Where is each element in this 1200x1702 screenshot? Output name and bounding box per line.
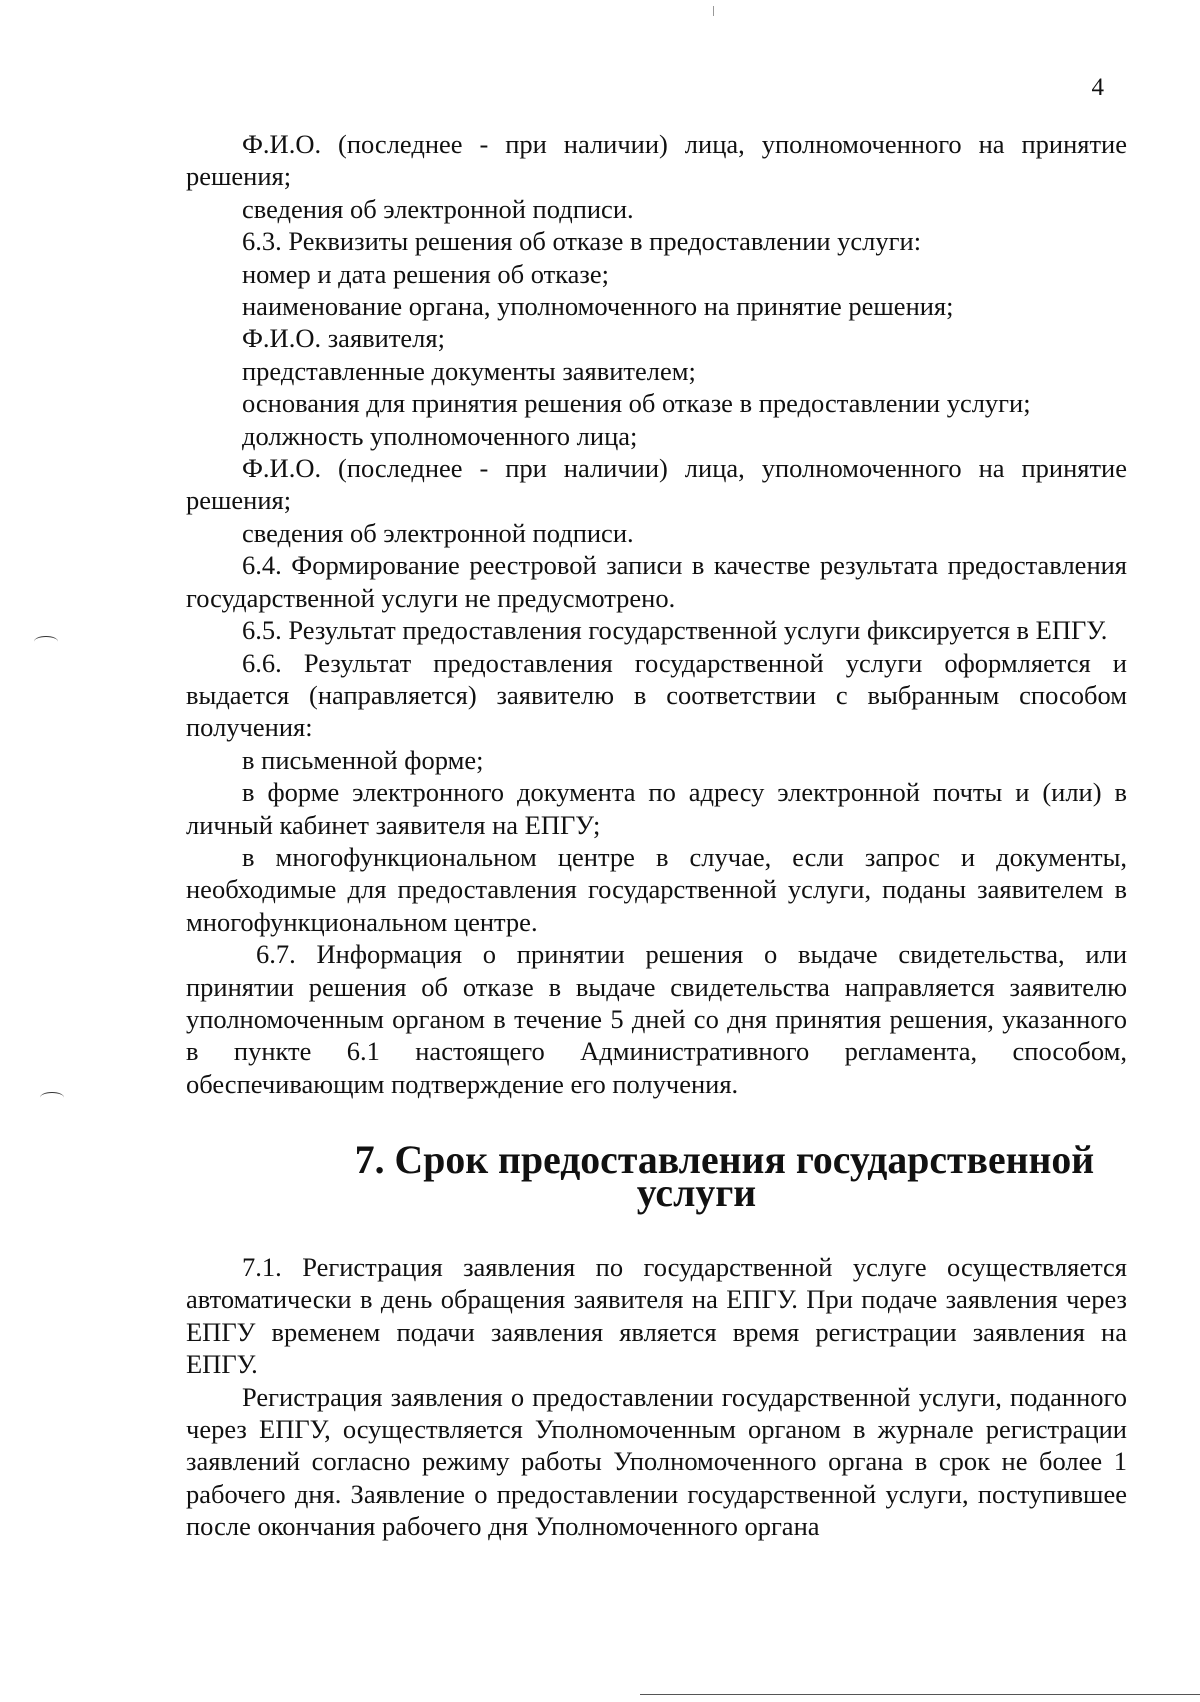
paragraph: в многофункциональном центре в случае, если запрос и документы, необходимые для предоставления государственной услуги, поданы заявителем в многофункциональном центре. xyxy=(186,841,1127,937)
paragraph: представленные документы заявителем; xyxy=(242,355,696,386)
paragraph: Регистрация заявления о предоставлении государственной услуги, поданного через ЕПГУ, осуществляется Уполномоченным органом в журнале регистрации заявлений согласно режиму работы Уполномоченного органа в срок не более 1 рабочего дня. Заявление о предоставлении государственной услуги, поступившее после окончания рабочего дня Уполномоченного органа xyxy=(186,1381,1127,1542)
document-body xyxy=(186,128,1127,1543)
paragraph: 6.3. Реквизиты решения об отказе в предоставлении услуги: xyxy=(242,226,922,257)
paragraph: номер и дата решения об отказе; xyxy=(242,258,610,289)
paragraph: Ф.И.О. (последнее - при наличии) лица, уполномоченного на принятие решения; xyxy=(186,129,1127,192)
paragraph: 6.6. Результат предоставления государственной услуги оформляется и выдается (направляется) заявителю в соответствии с выбранным способом получения: xyxy=(186,647,1127,743)
paragraph: в форме электронного документа по адресу электронной почты и (или) в личный кабинет заявителя на ЕПГУ; xyxy=(186,777,1127,840)
scan-bottom-line xyxy=(640,1694,1200,1695)
paragraph: наименование органа, уполномоченного на принятие решения; xyxy=(242,291,954,322)
paragraph: 6.4. Формирование реестровой записи в качестве результата предоставления государственной услуги не предусмотрено. xyxy=(186,550,1127,613)
paragraph: сведения об электронной подписи. xyxy=(242,193,634,224)
paragraph: Ф.И.О. заявителя; xyxy=(242,323,445,354)
paragraph: основания для принятия решения об отказе в предоставлении услуги; xyxy=(242,388,1031,419)
paragraph: в письменной форме; xyxy=(242,744,484,775)
margin-scan-mark xyxy=(34,636,58,647)
paragraph: 7.1. Регистрация заявления по государственной услуге осуществляется автоматически в день обращения заявителя на ЕПГУ. При подаче заявления через ЕПГУ временем подачи заявления является время регистрации заявления на ЕПГУ. xyxy=(186,1252,1127,1380)
paragraph: сведения об электронной подписи. xyxy=(242,517,634,548)
page-number: 4 xyxy=(1091,74,1104,101)
paragraph: 6.5. Результат предоставления государственной услуги фиксируется в ЕПГУ. xyxy=(242,615,1108,646)
scan-artifact xyxy=(713,6,714,16)
margin-scan-mark xyxy=(40,1092,64,1103)
paragraph: Ф.И.О. (последнее - при наличии) лица, уполномоченного на принятие решения; xyxy=(186,453,1127,516)
paragraph: должность уполномоченного лица; xyxy=(242,420,638,451)
section-heading: 7. Срок предоставления государственной услуги xyxy=(354,1138,1095,1215)
paragraph: 6.7. Информация о принятии решения о выдаче свидетельства, или принятии решения об отказе в выдаче свидетельства направляется заявителю уполномоченным органом в течение 5 дней со дня принятия решения, указанного в пункте 6.1 настоящего Административного регламента, способом, обеспечивающим подтверждение его получения. xyxy=(186,939,1127,1099)
